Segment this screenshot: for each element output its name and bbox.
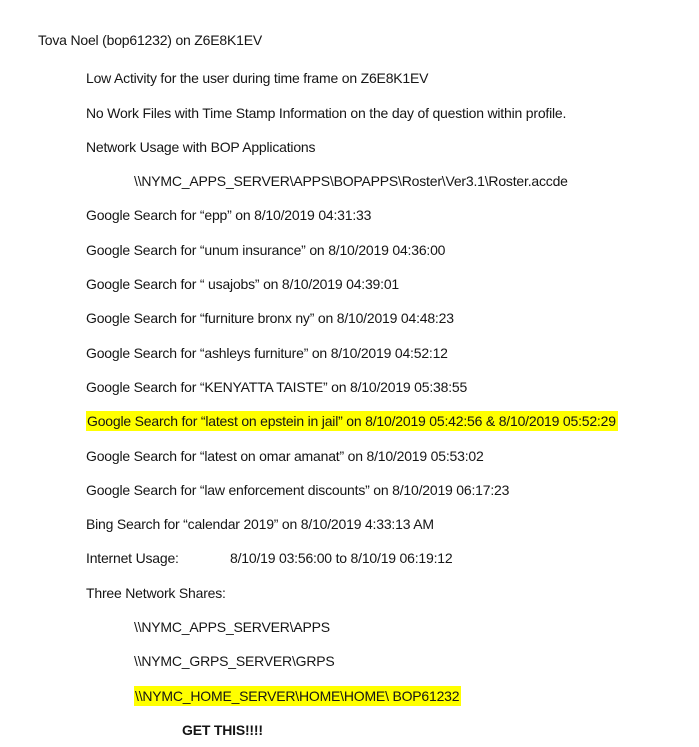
doc-line-search-kenyatta: [38, 370, 689, 404]
doc-line-share-apps: [38, 610, 689, 644]
internet-usage-value: 8/10/19 03:56:00 to 8/10/19 06:19:12: [230, 550, 453, 567]
doc-line-search-law-enforcement: [38, 473, 689, 507]
doc-line-text: Google Search for “unum insurance” on 8/10/2019 04:36:00: [86, 241, 446, 258]
doc-line-text-bold: GET THIS!!!!: [182, 721, 263, 738]
doc-line-text: \\NYMC_APPS_SERVER\APPS: [134, 619, 330, 636]
doc-line-roster-path: [38, 164, 689, 198]
doc-line-text: No Work Files with Time Stamp Information on the day of question within profile.: [86, 104, 567, 121]
doc-line-text: Google Search for “latest on omar amanat” on 8/10/2019 05:53:02: [86, 447, 484, 464]
doc-line-text: Google Search for “ usajobs” on 8/10/2019 04:39:01: [86, 276, 399, 293]
doc-line-search-usajobs: [38, 267, 689, 301]
doc-line-search-omar-amanat: [38, 439, 689, 473]
doc-line-text: Google Search for “epp” on 8/10/2019 04:31:33: [86, 207, 372, 224]
doc-line-search-ashleys: [38, 336, 689, 370]
doc-line-no-work-files: [38, 96, 689, 130]
doc-line-search-epstein-highlighted: [38, 404, 689, 438]
doc-line-text: Google Search for “law enforcement discounts” on 8/10/2019 06:17:23: [86, 481, 510, 498]
doc-line-text: Three Network Shares:: [86, 584, 226, 601]
doc-line-search-calendar: [38, 507, 689, 541]
internet-usage-label: Internet Usage:: [86, 550, 179, 567]
doc-line-share-grps: [38, 644, 689, 678]
doc-line-text: Network Usage with BOP Applications: [86, 138, 316, 155]
doc-line-search-epp: [38, 198, 689, 232]
doc-line-text: Low Activity for the user during time frame on Z6E8K1EV: [86, 70, 429, 87]
doc-line-search-furniture-bronx: [38, 301, 689, 335]
doc-line-text: Google Search for “furniture bronx ny” on 8/10/2019 04:48:23: [86, 310, 454, 327]
doc-line-low-activity: [38, 61, 689, 95]
doc-line-text-highlighted: Google Search for “latest on epstein in jail” on 8/10/2019 05:42:56 & 8/10/2019 05:52:29: [87, 413, 616, 430]
doc-line-text: \\NYMC_APPS_SERVER\APPS\BOPAPPS\Roster\Ver3.1\Roster.accde: [134, 173, 568, 190]
doc-line-search-unum: [38, 233, 689, 267]
doc-line-title: [38, 23, 689, 57]
doc-line-text: Google Search for “ashleys furniture” on 8/10/2019 04:52:12: [86, 344, 448, 361]
doc-line-text: \\NYMC_GRPS_SERVER\GRPS: [134, 653, 335, 670]
doc-line-internet-usage: [38, 541, 689, 575]
doc-line-text: Google Search for “KENYATTA TAISTE” on 8/10/2019 05:38:55: [86, 378, 468, 395]
doc-line-network-usage: [38, 130, 689, 164]
doc-line-text: Tova Noel (bop61232) on Z6E8K1EV: [38, 32, 262, 48]
doc-line-text-highlighted: \\NYMC_HOME_SERVER\HOME\HOME\ BOP61232: [135, 687, 460, 704]
doc-line-share-home-highlighted: [38, 679, 689, 713]
doc-line-text: Bing Search for “calendar 2019” on 8/10/2019 4:33:13 AM: [86, 516, 434, 533]
doc-line-three-network-shares: [38, 576, 689, 610]
